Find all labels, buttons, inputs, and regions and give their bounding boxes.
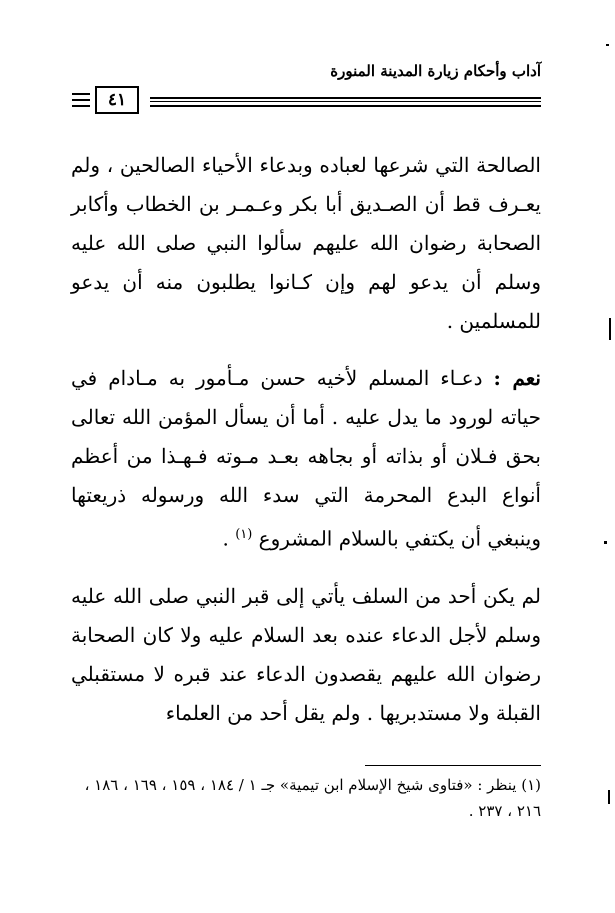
header-ornament [72,93,90,111]
scan-edge-mark [608,790,610,804]
main-text [71,146,541,733]
header-rule [150,105,541,107]
footnote: (١) ينظر : «فتاوى شيخ الإسلام ابن تيمية» جـ ١ / ١٨٤ ، ١٥٩ ، ١٦٩ ، ١٨٦ ، ٢١٦ ، ٢٣٧ . [84,776,541,820]
paragraph-text: دعـاء المسلم لأخيه حسن مـأمور به مـادام في حياته لورود ما يدل عليه . أما أن يسأل المؤمن الله تعالى بحق فـلان أو بذاته أو بجاهه بعـد مـوته فـهـذا من أعظم أنواع البدع المحرمة التي سدء الله ورسوله ذريعتها وينبغي أن يكتفي بالسلام المشروع [71,366,541,551]
paragraph-lead-word: نعم : [493,366,541,390]
footnote-reference: (١) [235,527,253,542]
paragraph: لم يكن أحد من السلف يأتي إلى قبر النبي صلى الله عليه وسلم لأجل الدعاء عنده بعد السلام عليه ولا كان الصحابة رضوان الله عليهم يقصدون الدعاء عند قبره لا مستقبلي القبلة ولا مستدبريها . ولم يقل أحد من العلماء [71,583,541,725]
paragraph-end: . [222,526,236,551]
scan-edge-mark [609,318,611,340]
scan-edge-mark [606,44,609,46]
footnote-separator [365,765,541,766]
page-number: ٤١ [95,86,139,114]
paragraph: الصالحة التي شرعها لعباده وبدعاء الأحياء الصالحين ، ولم يعـرف قط أن الصـديق أبا بكر وعـمـر بن الخطاب وأكابر الصحابة رضوان الله عليهم سألوا النبي صلى الله عليه وسلم أن يدعو لهم وإن كـانوا يطلبون منه أن يدعو للمسلمين . [71,153,541,333]
running-header-title: آداب وأحكام زيارة المدينة المنورة [330,62,541,80]
header-rule [150,97,541,99]
paragraph [71,359,541,559]
header-rule [150,101,541,102]
scan-edge-mark [604,541,607,544]
